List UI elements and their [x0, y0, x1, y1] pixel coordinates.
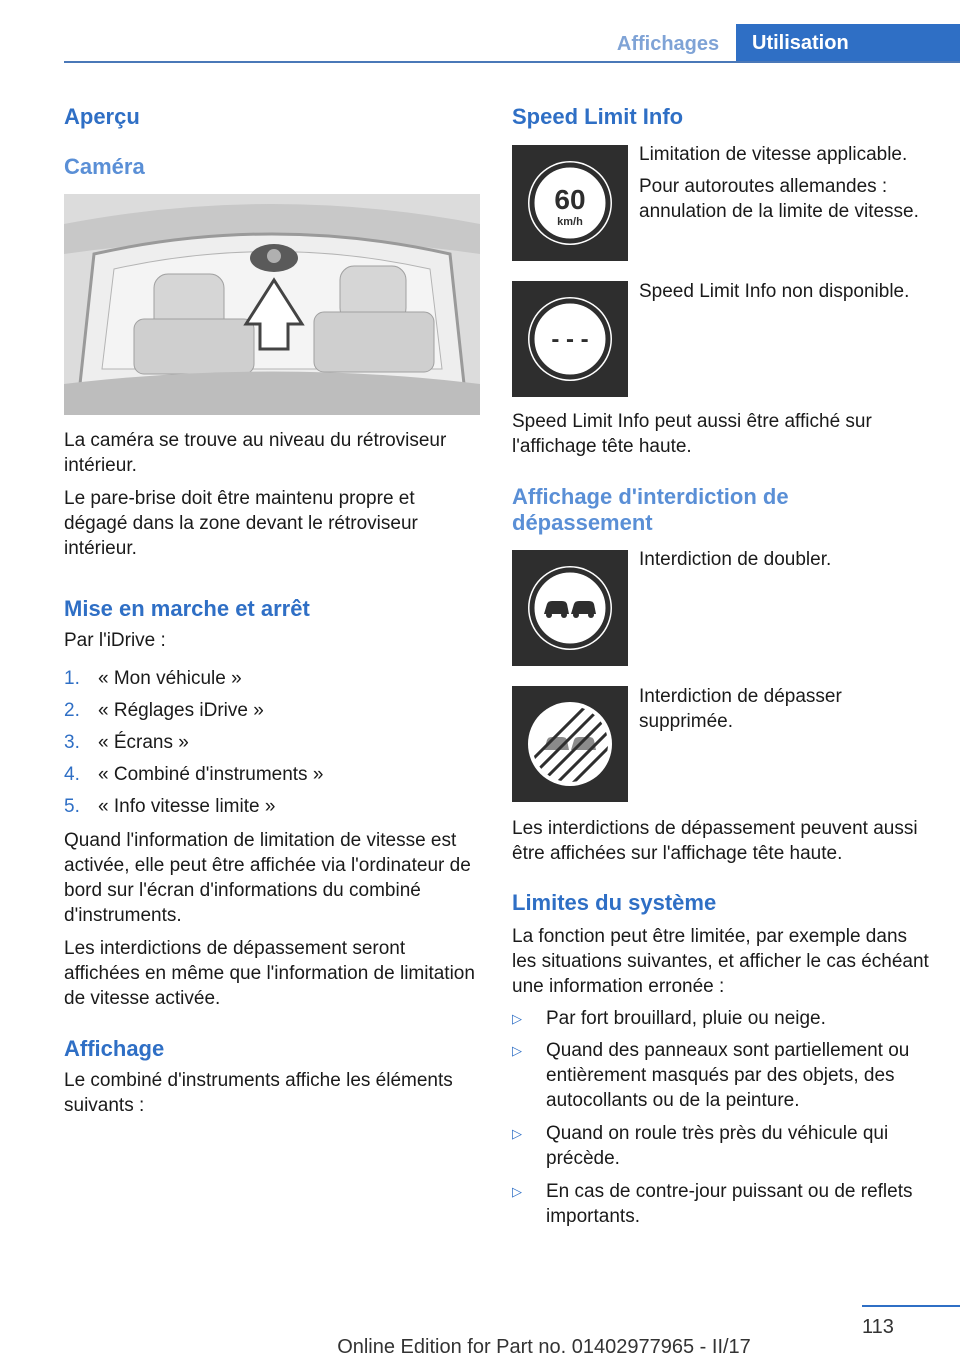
on-off-text-2: Les interdictions de dépassement seront affichées en même que l'information de limitation de vitesse activée. — [64, 938, 475, 1009]
display-text: Le combiné d'instruments affiche les éléments suivants : — [64, 1070, 453, 1116]
overtaking-hud-text: Les interdictions de dépassement peuvent aussi être affichées sur l'affichage tête haute. — [512, 818, 918, 864]
sign1-text-1: Limitation de vitesse applicable. — [639, 144, 908, 165]
step-number: 4. — [64, 764, 80, 785]
sign2-text: Speed Limit Info non disponible. — [639, 281, 910, 302]
header-chapter-tab: Utilisation — [736, 24, 960, 62]
system-limits-intro: La fonction peut être limitée, par exemple dans les situations suivantes, et afficher le cas échéant une information erronée : — [512, 926, 929, 997]
step-text: « Écrans » — [98, 732, 189, 753]
step-number: 3. — [64, 732, 80, 753]
heading-system-limits: Limites du système — [512, 890, 717, 915]
heading-speed-limit-info: Speed Limit Info — [512, 104, 684, 129]
limit-item: En cas de contre-jour puissant ou de reflets importants. — [546, 1181, 913, 1227]
no-overtaking-sign-icon — [512, 550, 628, 666]
heading-on-off: Mise en marche et arrêt — [64, 596, 310, 621]
heading-apercu: Aperçu — [64, 104, 140, 129]
limit-item: Quand on roule très près du véhicule qui précède. — [546, 1123, 889, 1169]
page-number: 113 — [862, 1316, 894, 1338]
footer-rule — [862, 1305, 960, 1307]
heading-display: Affichage — [64, 1036, 165, 1061]
camera-text-2: Le pare-brise doit être maintenu propre et dégagé dans la zone devant le rétroviseur intérieur. — [64, 488, 418, 559]
camera-illustration — [64, 194, 480, 415]
heading-camera: Caméra — [64, 154, 145, 179]
step-number: 5. — [64, 796, 80, 817]
sign3-text: Interdiction de doubler. — [639, 549, 832, 570]
heading-overtaking-display: Affichage d'interdiction de dépassement — [512, 484, 789, 535]
on-off-text-1: Quand l'information de limitation de vitesse est activée, elle peut être affichée via l'ordinateur de bord sur l'écran d'informations du combiné d'instruments. — [64, 830, 471, 926]
header-rule — [64, 61, 960, 63]
on-off-intro: Par l'iDrive : — [64, 630, 166, 651]
end-no-overtaking-sign-icon — [512, 686, 628, 802]
speed-limit-placeholder: - - - — [551, 326, 589, 353]
bullet-triangle-icon: ▷ — [512, 1184, 522, 1199]
header-section-tab: Affichages — [616, 33, 720, 55]
sign1-text-2: Pour autoroutes allemandes : annulation de la limite de vitesse. — [639, 176, 919, 222]
bullet-triangle-icon: ▷ — [512, 1011, 522, 1026]
step-text: « Mon véhicule » — [98, 668, 242, 689]
speed-limit-unavailable-icon — [512, 281, 628, 397]
camera-text-1: La caméra se trouve au niveau du rétroviseur intérieur. — [64, 430, 447, 476]
step-number: 1. — [64, 668, 80, 689]
bullet-triangle-icon: ▷ — [512, 1126, 522, 1141]
footer-edition: Online Edition for Part no. 01402977965 - II/17 — [337, 1336, 751, 1358]
step-text: « Combiné d'instruments » — [98, 764, 324, 785]
bullet-triangle-icon: ▷ — [512, 1043, 522, 1058]
speed-limit-hud-text: Speed Limit Info peut aussi être affiché sur l'affichage tête haute. — [512, 411, 872, 457]
step-number: 2. — [64, 700, 80, 721]
speed-limit-unit: km/h — [557, 216, 583, 228]
step-text: « Réglages iDrive » — [98, 700, 264, 721]
speed-limit-value: 60 — [554, 184, 586, 215]
limit-item: Quand des panneaux sont partiellement ou entièrement masqués par des objets, des autocollants ou de la peinture. — [546, 1040, 910, 1111]
sign4-text: Interdiction de dépasser supprimée. — [639, 686, 842, 732]
limit-item: Par fort brouillard, pluie ou neige. — [546, 1008, 826, 1029]
speed-limit-sign-icon — [512, 145, 628, 261]
step-text: « Info vitesse limite » — [98, 796, 276, 817]
